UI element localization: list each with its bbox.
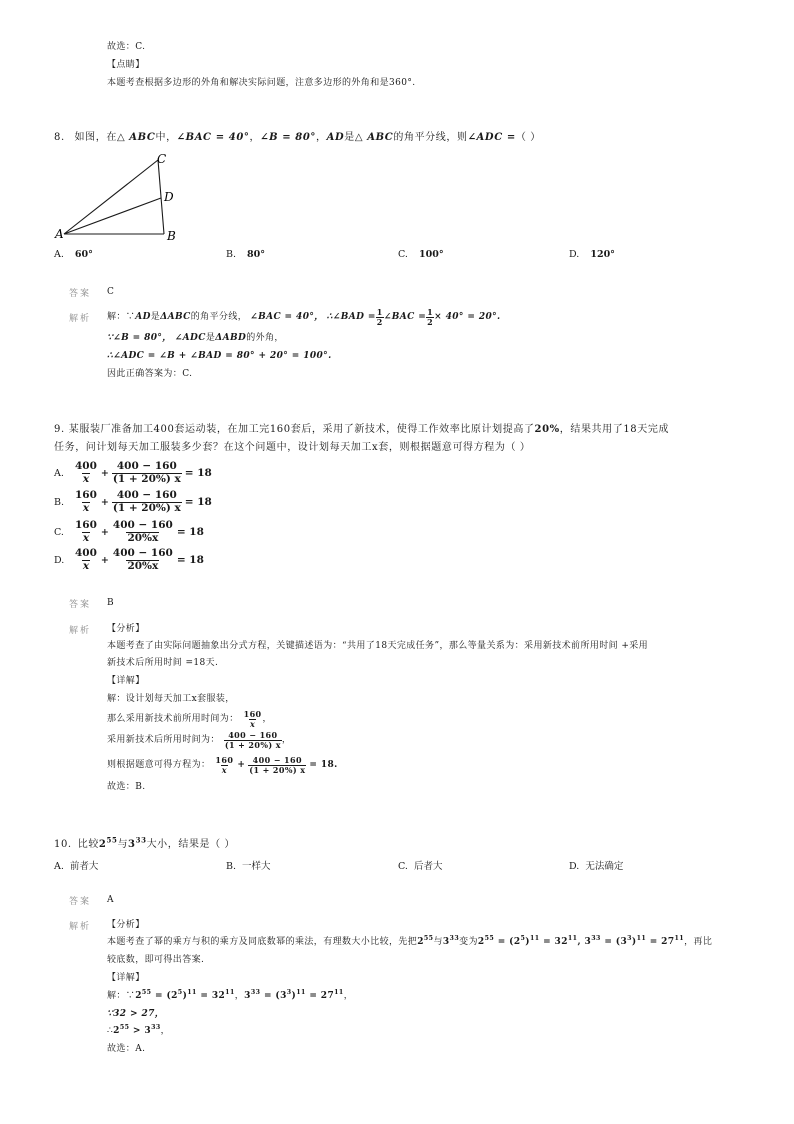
q8-stem-a: 如图，在 [74,132,117,143]
text: 某服装厂准备加工400套运动装，在加工完160套后，采用了新技术，使得工作效率比原计划提高了 [68,424,535,435]
q10-fenxi-line-2: 较底数，即可得出答案. [107,955,205,965]
q8-solution-line-2 [107,332,284,344]
option-letter: C. [54,526,64,538]
text: 那么采用新技术前所用时间为： [107,714,239,724]
q8-paren: （ ） [515,132,541,143]
text: ∴ [107,1026,114,1036]
q10-solution-line-1 [107,990,353,1002]
rhs: = 18 [176,554,204,566]
q8-solution-line-3: ∴∠ADC = ∠B + ∠BAD = 80° + 20° = 100°. [107,351,332,361]
text: 解：∵ [107,312,136,322]
math: $2^{55}$ [417,935,434,947]
math: ∠ADC [174,333,206,343]
q9-xiangjie-heading: 【详解】 [107,676,145,686]
math: ∴∠BAD = [326,312,376,322]
q9-stem-line-1 [54,423,669,437]
q8-cond-2: ∠B = 80° [260,132,316,143]
rhs: = 18. [309,760,338,770]
text: 比较 [77,839,99,850]
text: ，再比 [684,937,713,947]
text: 解：∵ [107,991,136,1001]
q10-option-b[interactable] [226,858,271,872]
q8-stem-c: 是 [344,132,355,143]
option-letter: B. [54,496,65,508]
q9-answer-label: 答案 [69,600,92,610]
rhs: = 18 [184,467,212,479]
label-a: A [55,227,64,241]
q10-solution-line-2: ∵32 > 27， [107,1009,165,1019]
power-2-55: $2^{55}$ [98,835,118,850]
rhs: = 18 [176,526,204,538]
math: × 40° = 20°. [434,312,501,322]
text: 的外角， [246,333,284,343]
q9-option-d[interactable] [54,546,204,574]
text: 变为 [459,937,478,947]
q10-solution-line-3 [107,1025,170,1037]
fraction: $\frac{160}{x}$ [215,755,234,775]
q9-solution-line-5: 故选：B. [107,782,146,792]
option-letter: D. [54,554,65,566]
q8-analysis-label: 解析 [69,314,92,324]
q8-number: 8. [54,132,65,143]
option-letter: C. [398,861,408,872]
text: 是 [205,333,216,343]
q9-fenxi-heading: 【分析】 [107,624,145,634]
line-ad [64,198,161,234]
math: ΔABD [215,333,247,343]
math: ∠BAC = 40°， [250,312,324,322]
math: AD [135,312,151,322]
fraction: $\frac{400}{x}$ [75,460,97,485]
q9-fenxi-line-2: 新技术后所用时间 =18天. [107,658,219,668]
math: ∵∠B = 80°， [107,333,172,343]
fraction: $\frac{400 - 160}{20\%x}$ [112,547,173,572]
option-letter: D. [569,249,580,260]
text: 本题考查了幂的乘方与积的乘方及同底数幂的乘法，有理数大小比较，先把 [107,937,418,947]
q8-solution-line-4: 因此正确答案为：C. [107,369,193,379]
fraction: $\frac{400 - 160}{(1 + 20\%) x}$ [249,755,306,775]
plus: + [100,467,109,479]
math: $2^{55} > 3^{33}$ [113,1024,161,1036]
text: 大小，结果是（ ） [146,839,236,850]
q9-option-a[interactable] [54,459,212,487]
option-letter: B. [226,249,237,260]
math: $2^{55} = (2^5)^{11} = 32^{11}$ [135,989,235,1001]
option-letter: C. [398,249,408,260]
text: ， [281,735,292,745]
option-value: 100° [418,249,444,260]
text: 是 [150,312,161,322]
math: ΔABC [160,312,191,322]
fraction: $\frac{160}{x}$ [75,489,97,514]
fraction: $\frac{400 - 160}{20\%x}$ [112,519,173,544]
plus: + [100,554,109,566]
q8-ask: ∠ADC = [467,132,516,143]
q8-solution-line-1 [107,305,501,329]
fraction: $\frac{400}{x}$ [75,547,97,572]
option-value: 80° [247,249,266,260]
math: $3^{33}$ [442,935,460,947]
q8-triangle-1: △ ABC [116,132,156,143]
math: $2^{55} = (2^5)^{11} = 32^{11}$, $3^{33} = (3^3)^{11} = 27^{11}$ [477,935,685,947]
q8-stem [54,131,541,145]
q10-option-c[interactable] [398,858,442,872]
q10-option-a[interactable] [54,858,98,872]
text: ， [343,991,354,1001]
q7-dianjing-text: 本题考查根据多边形的外角和解决实际问题，注意多边形的外角和是360°. [107,78,416,88]
q8-stem-d: 的角平分线，则 [393,132,468,143]
option-text: 前者大 [69,861,99,872]
option-letter: D. [569,861,580,872]
text: 与 [433,937,443,947]
option-text: 后者大 [413,861,443,872]
q8-ad: AD [326,132,345,143]
q8-triangle-2: △ ABC [354,132,394,143]
q8-option-d[interactable] [569,249,615,260]
math: ∠BAC = [383,312,427,322]
label-d: D [164,190,174,204]
label-c: C [157,152,167,166]
q8-stem-b: 中， [155,132,177,143]
q8-answer-label: 答案 [69,289,92,299]
line-ac [64,160,158,234]
q9-option-c[interactable] [54,518,204,546]
fraction: $\frac{400 - 160}{(1 + 20\%) x}$ [112,489,181,514]
option-value: 120° [590,249,615,260]
q9-number: 9. [54,424,65,435]
option-text: 一样大 [242,861,271,872]
option-letter: A. [54,861,64,872]
q9-fenxi-line-1: 本题考查了由实际问题抽象出分式方程，关键描述语为：“共用了18天完成任务”，那么等量关系为：采用新技术前所用时间 +采用 [107,641,649,651]
option-text: 无法确定 [585,861,624,872]
text: ， [160,1026,171,1036]
q9-option-b[interactable] [54,488,212,516]
math: 20% [534,424,560,435]
math: $3^{33} = (3^3)^{11} = 27^{11}$ [244,989,344,1001]
fraction: $\frac{400 - 160}{(1 + 20\%) x}$ [224,730,281,750]
q9-stem-line-2: 任务，问计划每天加工服装多少套？在这个问题中，设计划每天加工x套，则根据题意可得方程为（ ） [54,442,531,453]
fraction: $\frac{1}{2}$ [427,307,434,327]
option-value: 60° [74,249,93,260]
q10-analysis-label: 解析 [69,922,92,932]
q10-answer: A [107,895,114,905]
option-letter: A. [54,467,64,479]
option-letter: A. [54,249,64,260]
q9-answer: B [107,598,115,608]
q7-dianjing-heading: 【点睛】 [107,60,145,70]
label-b: B [167,229,176,243]
text: ， [234,991,245,1001]
q8-cond-1: ∠BAC = 40° [176,132,250,143]
fraction: $\frac{1}{2}$ [376,307,383,327]
q10-number: 10. [54,839,72,850]
fraction: $\frac{160}{x}$ [75,519,97,544]
plus: + [100,496,109,508]
q10-stem [54,835,236,852]
q9-solution-line-4 [107,752,338,778]
plus: + [237,760,246,770]
text: 与 [117,839,129,850]
q10-fenxi-line-1 [107,936,712,948]
plus: + [100,526,109,538]
q10-answer-label: 答案 [69,897,92,907]
q10-xiangjie-heading: 【详解】 [107,973,145,983]
q9-analysis-label: 解析 [69,626,92,636]
q10-option-d[interactable] [569,858,623,872]
power-3-33: $3^{33}$ [128,835,147,850]
q8-option-a[interactable] [54,249,93,260]
q10-fenxi-heading: 【分析】 [107,920,145,930]
q7-answer-line: 故选：C. [107,42,146,52]
q8-option-c[interactable] [398,249,444,260]
text: 采用新技术后所用时间为： [107,735,220,745]
q8-option-b[interactable] [226,249,265,260]
q8-sep-2: ， [315,132,327,143]
text: ，结果共用了18天完成 [559,424,670,435]
q9-solution-line-1: 解：设计划每天加工x套服装， [107,694,235,704]
q9-solution-line-3 [107,727,291,753]
rhs: = 18 [184,496,212,508]
q8-answer: C [107,287,115,297]
option-letter: B. [226,861,237,872]
fraction: $\frac{400 - 160}{(1 + 20\%) x}$ [112,460,181,485]
q8-triangle-figure [54,150,184,245]
text: ， [262,714,272,724]
q8-sep-1: ， [249,132,261,143]
fraction: $\frac{160}{x}$ [243,709,262,729]
text: 的角平分线， [190,312,248,322]
q10-solution-line-4: 故选：A. [107,1044,146,1054]
text: 则根据题意可得方程为： [107,760,211,770]
